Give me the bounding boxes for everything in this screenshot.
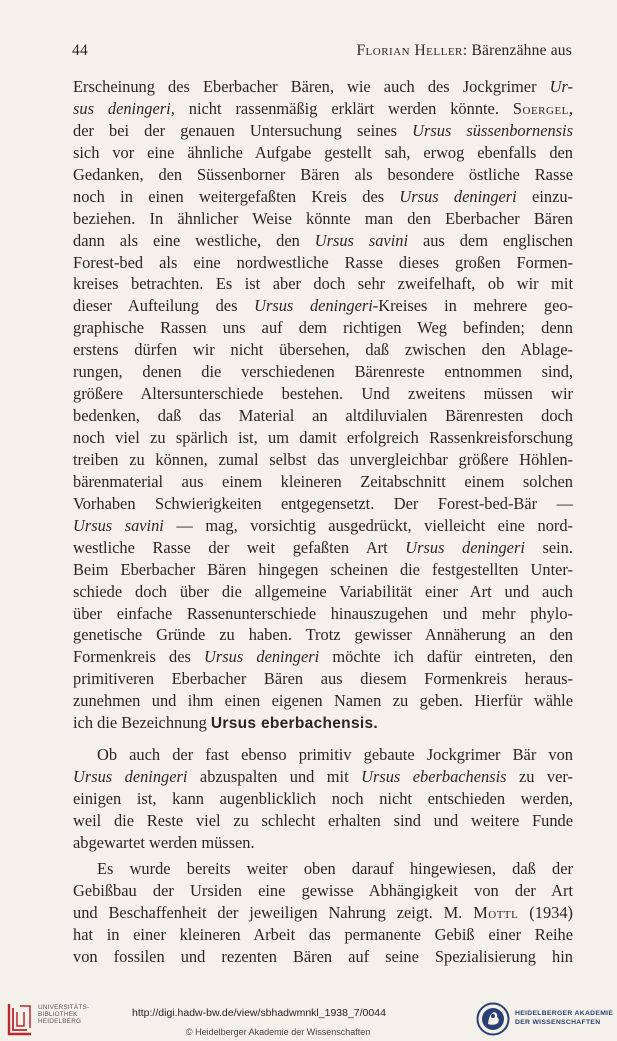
text-line: und Beschaffenheit der jeweiligen Nahrung zeigt. M. Mottl (1934): [73, 902, 573, 922]
source-url-link[interactable]: http://digi.hadw-bw.de/view/sbhadwmnkl_1938_7/0044: [132, 1007, 386, 1019]
text-line: dann als eine westliche, den Ursus savini aus dem englischen: [73, 230, 573, 250]
species-name: Ursus eberbachensis: [361, 767, 507, 787]
text-line: schiede doch über die allgemeine Variabilität einer Art und auch: [73, 581, 573, 601]
species-name: Ursus deningeri: [73, 767, 188, 787]
species-name: Ur-: [549, 77, 573, 96]
text-line: Formenkreis des Ursus deningeri möchte ich dafür eintreten, den: [73, 647, 573, 667]
library-line-2: BIBLIOTHEK: [38, 1011, 78, 1019]
text-line: sich vor eine ähnliche Aufgabe gestellt sah, erwog ebenfalls den: [73, 142, 573, 162]
species-name: Ursus deningeri: [254, 296, 373, 316]
species-name: Ursus deningeri: [405, 537, 525, 557]
species-name: Ursus deningeri: [204, 647, 320, 667]
species-name: Ursus deningeri: [399, 186, 517, 206]
species-name: Ursus savini: [73, 515, 164, 535]
paragraph: [73, 858, 573, 968]
text-line: beziehen. In ähnlicher Weise könnte man den Eberbacher Bären: [73, 208, 573, 228]
text-line: kreises betrachten. Es ist aber doch sehr zweifelhaft, ob wir mit: [73, 274, 573, 294]
text-line: weil die Reste viel zu schlecht erhalten sind und weitere Funde: [73, 810, 573, 830]
title-separator: :: [462, 42, 472, 59]
text-line: Gedanken, den Süssenborner Bären als besondere östliche Rasse: [73, 164, 573, 184]
academy-line-2: DER WISSENSCHAFTEN: [515, 1018, 601, 1026]
text-line: Ursus deningeri abzuspalten und mit Ursus eberbachensis zu ver-: [73, 767, 573, 787]
text-line: Beim Eberbacher Bären hingegen scheinen die festgestellten Unter-: [73, 559, 573, 579]
paragraph-gap: [73, 734, 573, 744]
text-line: von fossilen und rezenten Bären auf seine Spezialisierung hin: [73, 946, 573, 966]
running-header: [72, 42, 572, 62]
text-line: graphische Rassen uns auf dem richtigen Weg befinden; denn: [73, 318, 573, 338]
text-line: treiben zu können, zumal selbst das unvergleichbar größere Höhlen-: [73, 449, 573, 469]
text-line: genetische Gründe zu haben. Trotz gewisser Annäherung an den: [73, 625, 573, 645]
text-line: Forest-bed als eine nordwestliche Rasse dieses großen Formen-: [73, 252, 573, 272]
body-text: [73, 76, 573, 968]
author-name: Florian Heller: [356, 42, 463, 59]
species-name: Ursus süssenbornensis: [412, 120, 573, 140]
text-line: der bei der genauen Untersuchung seines Ursus süssenbornensis: [73, 120, 573, 140]
university-library-logo-icon[interactable]: [6, 1002, 34, 1036]
text-line: primitiveren Eberbacher Bären aus diesem Formenkreis heraus-: [73, 669, 573, 689]
academy-name: [515, 1010, 613, 1027]
text-line: Es wurde bereits weiter oben darauf hingewiesen, daß der: [97, 858, 573, 878]
paragraph: [73, 76, 573, 734]
text-line: abgewartet werden müssen.: [73, 832, 255, 852]
text-line: Vorhaben Schwierigkeiten entgegensetzt. Der Forest-bed-Bär —: [73, 493, 573, 513]
running-title: [356, 42, 572, 60]
text-line: einigen ist, kann augenblicklich noch nicht entschieden werden,: [73, 789, 573, 808]
text-line: Ob auch der fast ebenso primitiv gebaute Jockgrimer Bär von: [97, 745, 573, 765]
text-line: sus deningeri, nicht rassenmäßig erklärt werden könnte. Soergel,: [73, 98, 573, 118]
species-name: Ursus savini: [314, 230, 408, 250]
text-line: über einfache Rassenunterschiede hinauszugehen und mehr phylo-: [73, 603, 573, 623]
text-line: noch viel zu spärlich ist, um damit erfolgreich Rassenkreisforschung: [73, 428, 573, 447]
text-line: westliche Rasse der weit gefaßten Art Ursus deningeri sein.: [73, 537, 573, 557]
author-reference: Soergel: [512, 98, 569, 118]
text-line: bärenmaterial aus einem kleineren Zeitabschnitt einem solchen: [73, 471, 573, 491]
library-line-3: HEIDELBERG: [38, 1018, 82, 1026]
new-species-name: Ursus eberbachensis.: [210, 715, 379, 733]
academy-seal-icon[interactable]: [476, 1002, 510, 1036]
page-number: 44: [72, 42, 88, 59]
paragraph: [73, 744, 573, 854]
text-line: ich die Bezeichnung Ursus eberbachensis.: [73, 713, 379, 733]
footer: [0, 998, 617, 1041]
library-line-1: UNIVERSITÄTS-: [38, 1004, 90, 1011]
text-line: erstens dürfen wir nicht übersehen, daß zwischen den Ablage-: [73, 340, 573, 360]
text-line: zunehmen und ihm einen eigenen Namen zu geben. Hierfür wähle: [73, 691, 573, 711]
author-reference: Mottl: [473, 902, 519, 922]
text-line: Ursus savini — mag, vorsichtig ausgedrückt, vielleicht eine nord-: [73, 515, 574, 535]
copyright-notice: © Heidelberger Akademie der Wissenschaften: [186, 1027, 371, 1037]
text-line: dieser Aufteilung des Ursus deningeri-Kreises in mehrere geo-: [73, 296, 573, 316]
text-line: Erscheinung des Eberbacher Bären, wie auch des Jockgrimer Ur-: [73, 77, 573, 96]
species-name: sus deningeri,: [73, 98, 175, 118]
text-line: größere Altersunterschiede bestehen. Und zweitens müssen wir: [73, 384, 573, 404]
academy-line-1: HEIDELBERGER AKADEMIE: [515, 1010, 614, 1017]
university-library-name: [38, 1004, 89, 1026]
text-line: Gebißbau der Ursiden eine gewisse Abhängigkeit von der Art: [73, 880, 573, 900]
text-line: bedenken, daß das Material an altdiluvialen Bärenresten doch: [73, 406, 573, 426]
work-title: Bärenzähne aus: [471, 42, 572, 59]
text-line: noch in einen weitergefaßten Kreis des Ursus deningeri einzu-: [73, 186, 573, 206]
text-line: rungen, denen die verschiedenen Bärenreste entnommen sind,: [73, 362, 573, 382]
text-line: hat in einer kleineren Arbeit das permanente Gebiß einer Reihe: [73, 924, 573, 944]
